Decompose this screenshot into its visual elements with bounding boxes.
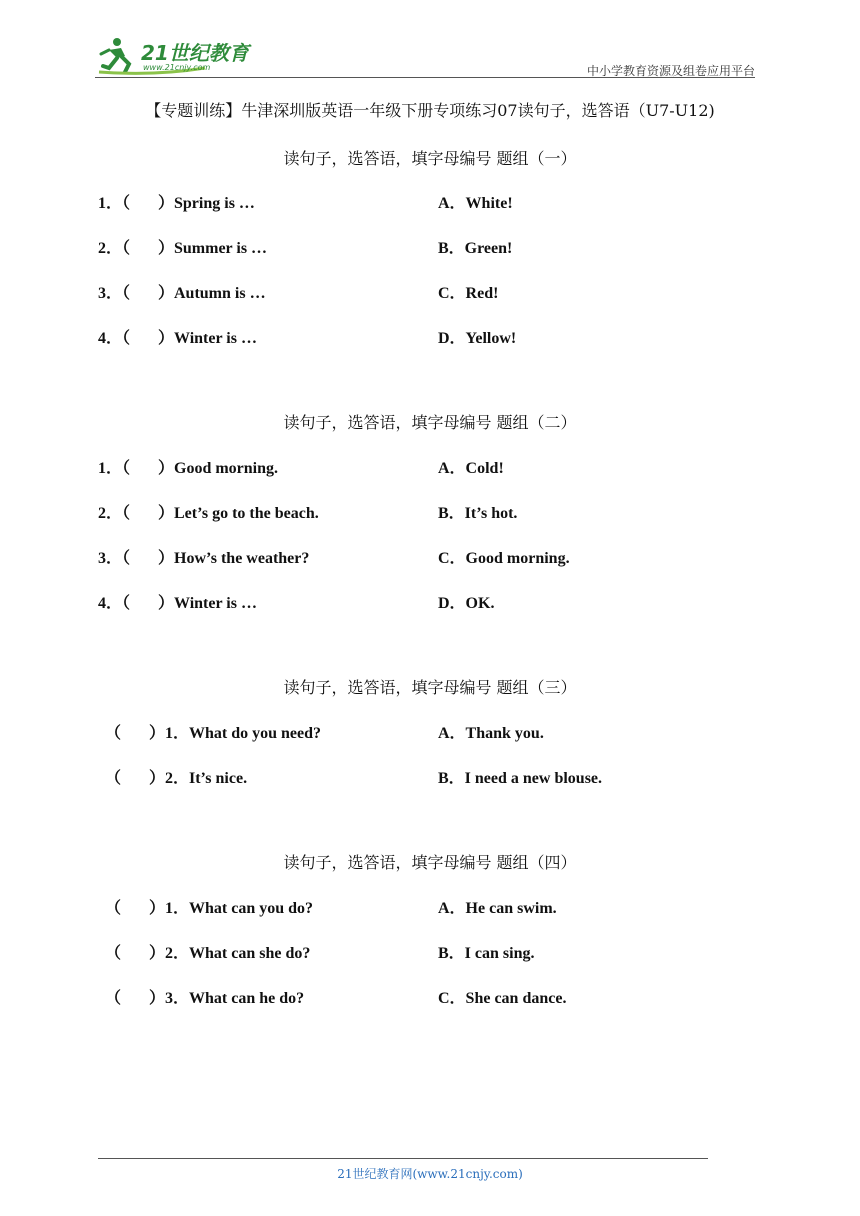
svg-text:www.21cnjy.com: www.21cnjy.com	[143, 63, 211, 72]
page-header	[95, 30, 755, 78]
question-row	[105, 985, 745, 1009]
svg-text:21世纪教育: 21世纪教育	[141, 41, 249, 65]
question-row	[105, 940, 745, 964]
question-row	[98, 545, 738, 569]
section-title-2: 读句子，选答语，填字母编号 题组（二）	[283, 413, 577, 432]
question-row	[98, 500, 738, 524]
question-row	[98, 190, 738, 214]
answer-option: B．It’s hot.	[438, 505, 518, 522]
question-row	[105, 895, 745, 919]
answer-option: A．He can swim.	[438, 900, 557, 917]
question-text: 2．（ ）Let’s go to the beach.	[98, 505, 319, 522]
question-text: 2．（ ）Summer is …	[98, 240, 268, 257]
question-text: 4．（ ）Winter is …	[98, 330, 257, 347]
answer-option: B．Green!	[438, 240, 513, 257]
footer-text: 21世纪教育网(www.21cnjy.com)	[337, 1167, 523, 1181]
question-row	[98, 280, 738, 304]
section-title-3: 读句子，选答语，填字母编号 题组（三）	[283, 678, 577, 697]
site-logo	[95, 36, 265, 76]
section-title-1: 读句子，选答语，填字母编号 题组（一）	[283, 149, 577, 168]
footer-divider	[98, 1158, 708, 1159]
answer-option: C．Good morning.	[438, 550, 570, 567]
question-text: （ ）2．What can she do?	[105, 945, 311, 962]
question-row	[105, 720, 745, 744]
answer-option: A．White!	[438, 195, 513, 212]
question-row	[98, 235, 738, 259]
section-title-4: 读句子，选答语，填字母编号 题组（四）	[283, 853, 577, 872]
question-text: 4．（ ）Winter is …	[98, 595, 257, 612]
question-text: 1．（ ）Good morning.	[98, 460, 279, 477]
answer-option: B．I can sing.	[438, 945, 535, 962]
question-row	[98, 325, 738, 349]
answer-option: C．Red!	[438, 285, 499, 302]
document-title: 【专题训练】牛津深圳版英语一年级下册专项练习07读句子，选答语（U7-U12)	[145, 101, 715, 120]
question-row	[98, 590, 738, 614]
question-text: （ ）2．It’s nice.	[105, 770, 248, 787]
question-row	[105, 765, 745, 789]
question-text: 1．（ ）Spring is …	[98, 195, 255, 212]
question-row	[98, 455, 738, 479]
header-divider	[95, 77, 755, 78]
answer-option: A．Thank you.	[438, 725, 544, 742]
question-text: 3．（ ）Autumn is …	[98, 285, 266, 302]
platform-name: 中小学教育资源及组卷应用平台	[586, 64, 755, 78]
question-text: （ ）1．What do you need?	[105, 725, 322, 742]
answer-option: B．I need a new blouse.	[438, 770, 603, 787]
question-text: 3．（ ）How’s the weather?	[98, 550, 310, 567]
question-text: （ ）3．What can he do?	[105, 990, 305, 1007]
answer-option: D．OK.	[438, 595, 495, 612]
answer-option: A．Cold!	[438, 460, 504, 477]
answer-option: D．Yellow!	[438, 330, 517, 347]
question-text: （ ）1．What can you do?	[105, 900, 314, 917]
answer-option: C．She can dance.	[438, 990, 567, 1007]
